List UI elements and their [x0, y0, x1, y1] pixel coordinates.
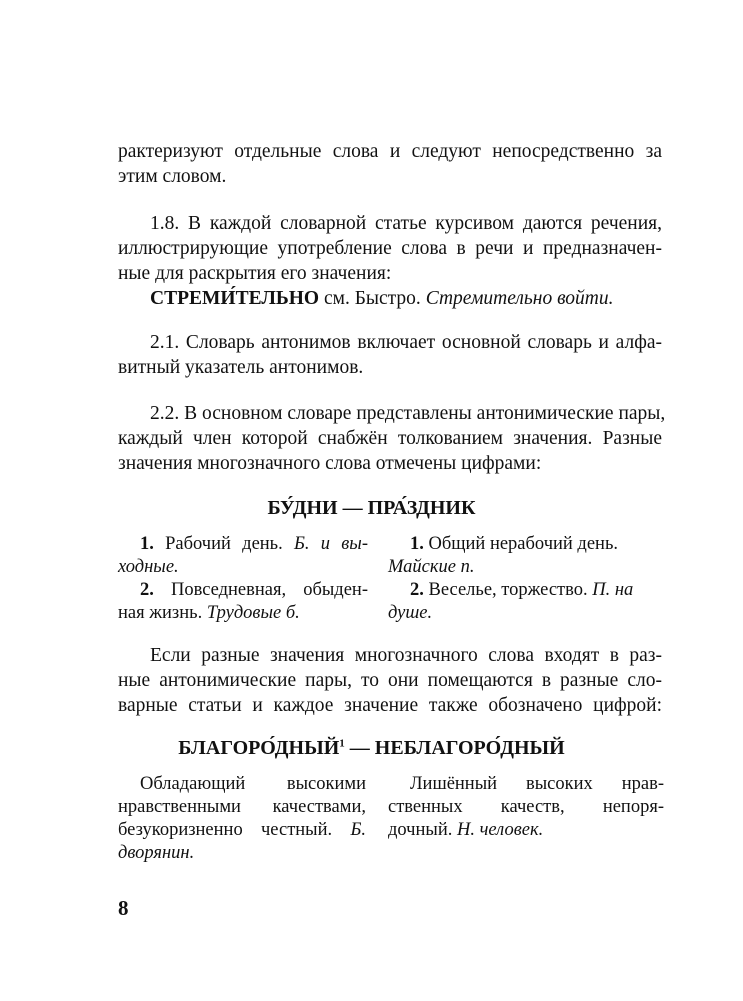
sense-text: дочный. — [388, 820, 453, 840]
sense-text: Веселье, торжество. — [428, 580, 588, 600]
example-illustration: Стремительно войти. — [425, 288, 614, 309]
sense-text: ная жизнь. — [118, 603, 203, 623]
sense-example: Н. человек. — [456, 820, 544, 840]
text-line: 2.1. Словарь антонимов включает основной словарь и алфа- — [150, 332, 662, 353]
text-line: значения многозначного слова отмечены цифрами: — [118, 453, 542, 474]
sense-number: 1. — [140, 534, 154, 554]
entry-title-left: БЛАГОРО́ДНЫЙ — [178, 737, 340, 759]
entry-left-line: ходные. — [118, 557, 179, 577]
page-number: 8 — [118, 896, 129, 920]
text-line: рактеризуют отдельные слова и следуют непосредственно за — [118, 141, 662, 162]
text-line: ные для раскрытия его значения: — [118, 263, 392, 284]
text-line: иллюстрирующие употребление слова в речи и предназначен- — [118, 238, 662, 259]
sense-text: Общий нерабочий день. — [428, 534, 619, 554]
sense-text: Рабочий день. — [165, 534, 283, 554]
sense-example: Б. — [350, 820, 366, 840]
text-line: 1.8. В каждой словарной статье курсивом даются речения, — [150, 213, 662, 234]
text-line: ные антонимические пары, то они помещаются в разные сло- — [118, 670, 662, 691]
entry-right-line: Лишённый высоких нрав- — [410, 774, 664, 794]
sense-number: 2. — [140, 580, 154, 600]
entry-left-line — [140, 532, 368, 556]
entry-title: БУ́ДНИ — ПРА́ЗДНИК — [267, 497, 476, 519]
entry-left-line — [118, 601, 300, 625]
entry-right-line — [388, 818, 543, 842]
example-line — [150, 287, 614, 311]
homonym-index: 1 — [339, 737, 345, 750]
entry-left-line — [140, 578, 368, 602]
entry-right-line — [410, 578, 633, 602]
text-line: 2.2. В основном словаре представлены антонимические пары, — [150, 403, 666, 424]
sense-number: 1. — [410, 534, 424, 554]
entry-right-line: ственных качеств, непоря- — [388, 797, 664, 817]
sense-example: Трудовые б. — [206, 603, 300, 623]
entry-left-line — [118, 818, 366, 842]
entry-title-right: — НЕБЛАГОРО́ДНЫЙ — [344, 737, 565, 759]
sense-example: Б. и вы- — [294, 534, 369, 554]
sense-text: безукоризненно честный. — [118, 820, 333, 840]
example-headword: СТРЕМИ́ТЕЛЬНО — [150, 288, 320, 309]
entry-left-line: нравственными качествами, — [118, 797, 366, 817]
entry-right-line: Майские п. — [388, 557, 475, 577]
entry-right-line — [410, 532, 618, 556]
sense-example: П. на — [592, 580, 634, 600]
entry-left-line: дворянин. — [118, 843, 195, 863]
entry-title — [0, 737, 743, 760]
text-line: витный указатель антонимов. — [118, 357, 364, 378]
sense-text: Повседневная, обыден- — [170, 580, 368, 600]
example-see: см. Быстро. — [323, 288, 421, 309]
sense-number: 2. — [410, 580, 424, 600]
text-line: каждый член которой снабжён толкованием значения. Разные — [118, 428, 662, 449]
text-line: варные статьи и каждое значение также обозначено цифрой: — [118, 695, 662, 716]
entry-right-line: душе. — [388, 603, 433, 623]
text-line: этим словом. — [118, 166, 227, 187]
text-line: Если разные значения многозначного слова входят в раз- — [150, 645, 662, 666]
entry-left-line: Обладающий высокими — [140, 774, 366, 794]
